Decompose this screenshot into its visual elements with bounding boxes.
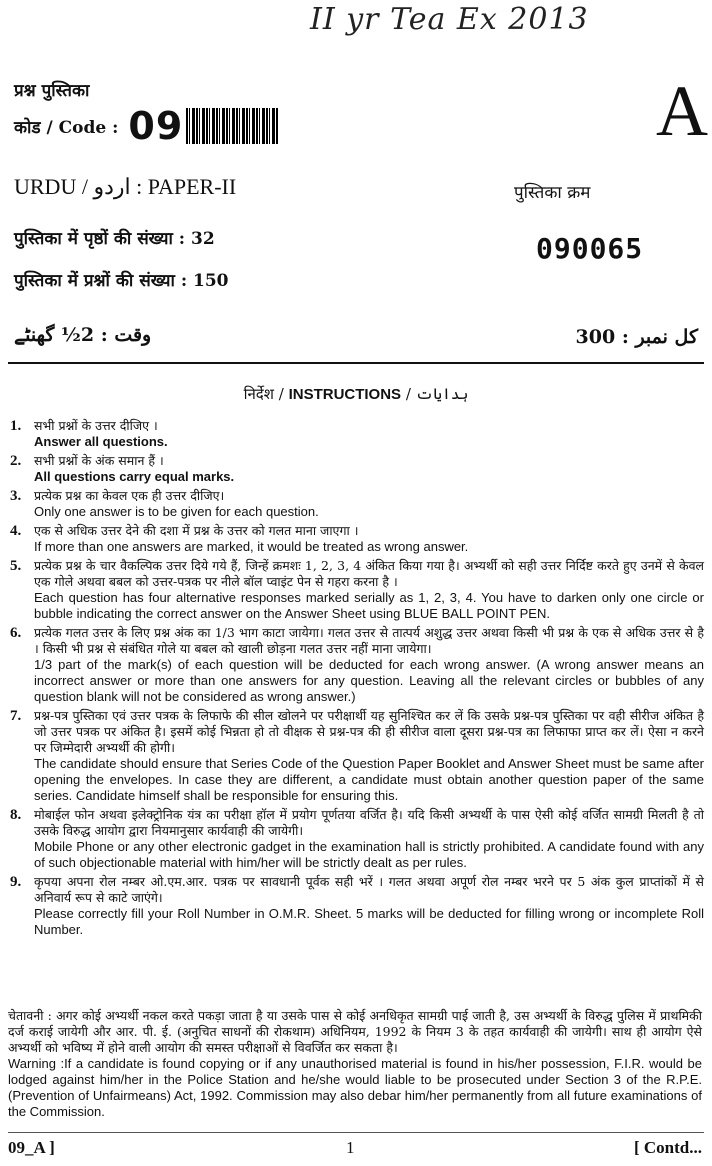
instruction-english: 1/3 part of the mark(s) of each question will be deducted for each wrong answer. (A wrong answer means an incorrect answer or more than one answers for any question. Leaving all the relevant circles or bubbles of any question blank will not be considered as wrong answer.) bbox=[34, 657, 704, 704]
instruction-english: Answer all questions. bbox=[34, 434, 168, 449]
instruction-item bbox=[10, 453, 704, 485]
code-row bbox=[14, 104, 183, 148]
instruction-hindi: प्रश्न-पत्र पुस्तिका एवं उत्तर पत्रक के लिफाफे की सील खोलने पर परीक्षार्थी यह सुनिश्चित कर लें कि उसके प्रश्न-पत्र पुस्तिका पर वही सीरीज अंकित है जो उत्तर पत्रक पर अंकित है। इसमें कोई भिन्नता हो तो वीक्षक से प्रश्न-पत्र की ही सीरीज वाला दूसरा प्रश्न-पत्र का लिफाफा प्राप्त कर लें। ऐसा न करने पर जिम्मेदारी अभ्यर्थी की होगी। bbox=[34, 708, 704, 755]
instruction-item bbox=[10, 523, 704, 555]
series-letter: A bbox=[656, 71, 708, 151]
instruction-hindi: मोबाईल फोन अथवा इलेक्ट्रोनिक यंत्र का परीक्षा हॉल में प्रयोग पूर्णतया वर्जित है। यदि किसी अभ्यर्थी के पास ऐसी कोई वर्जित सामग्री मिलती है तो उसके विरुद्ध आयोग द्वारा नियमानुसार कार्यवाही की जायेगी। bbox=[34, 807, 704, 838]
instruction-item bbox=[10, 708, 704, 804]
serial-value: 090065 bbox=[536, 232, 644, 265]
max-marks: کل نمبر : 300 bbox=[575, 326, 698, 348]
footer-divider bbox=[8, 1132, 704, 1133]
instruction-number: 8. bbox=[10, 807, 22, 823]
instruction-english: Only one answer is to be given for each question. bbox=[34, 504, 319, 519]
instruction-item bbox=[10, 625, 704, 705]
instructions-title-en: INSTRUCTIONS bbox=[288, 386, 402, 403]
code-label: कोड / Code : bbox=[14, 117, 119, 138]
instruction-item bbox=[10, 488, 704, 520]
instruction-hindi: प्रत्येक गलत उत्तर के लिए प्रश्न अंक का 1/3 भाग काटा जायेगा। गलत उत्तर से तात्पर्य अशुद्ध उत्तर अथवा किसी भी प्रश्न के एक से अधिक उत्तर से है । किसी भी प्रश्न से संबंधित गोले या बबल को खाली छोड़ना गलत उत्तर नहीं माना जायेगा। bbox=[34, 625, 704, 656]
instruction-number: 3. bbox=[10, 488, 22, 504]
page-count: पुस्तिका में पृष्ठों की संख्या : 32 bbox=[14, 229, 215, 249]
instruction-english: Each question has four alternative responses marked serially as 1, 2, 3, 4. You have to darken only one circle or bubble indicating the correct answer on the Answer Sheet using BLUE BALL POINT PEN. bbox=[34, 590, 704, 621]
instructions-list bbox=[10, 418, 704, 941]
instruction-item bbox=[10, 558, 704, 622]
subject-title: URDU / اردو : PAPER-II bbox=[14, 174, 237, 199]
instruction-english: The candidate should ensure that Series Code of the Question Paper Booklet and Answer Sheet must be same after opening the envelopes. In case they are different, a candidate must obtain another question paper of the same series. Candidate himself shall be responsible for ensuring this. bbox=[34, 756, 704, 803]
warning-block bbox=[8, 1008, 702, 1120]
instruction-hindi: प्रत्येक प्रश्न का केवल एक ही उत्तर दीजिए। bbox=[34, 488, 225, 503]
instruction-hindi: कृपया अपना रोल नम्बर ओ.एम.आर. पत्रक पर सावधानी पूर्वक सही भरें । गलत अथवा अपूर्ण रोल नम्बर भरने पर 5 अंक कुल प्राप्तांकों में से अनिवार्य रूप से काटे जाएंगे। bbox=[34, 874, 704, 905]
warning-english: Warning :If a candidate is found copying or if any unauthorised material is found in his/her possession, F.I.R. would be lodged against him/her in the Police Station and he/she would liable to be prosecuted under Section 3 of the R.P.E. (Prevention of Unfairmeans) Act, 1992. Commission may also debar him/her permanently from all future examinations of the Commission. bbox=[8, 1056, 702, 1119]
code-value: 09 bbox=[128, 104, 184, 148]
instruction-number: 9. bbox=[10, 874, 22, 890]
footer-code: 09_A ] bbox=[8, 1138, 55, 1157]
instruction-number: 1. bbox=[10, 418, 22, 434]
booklet-label: प्रश्न पुस्तिका bbox=[14, 81, 90, 101]
instruction-number: 7. bbox=[10, 708, 22, 724]
instruction-item bbox=[10, 418, 704, 450]
instruction-hindi: प्रत्येक प्रश्न के चार वैकल्पिक उत्तर दिये गये हैं, जिन्हें क्रमशः 1, 2, 3, 4 अंकित किया गया है। अभ्यर्थी को सही उत्तर निर्दिष्ट करते हुए उनमें से केवल एक गोले अथवा बबल को उत्तर-पत्रक पर नीले बॉल प्वाइंट पेन से गहरा करना है । bbox=[34, 558, 704, 589]
instruction-hindi: एक से अधिक उत्तर देने की दशा में प्रश्न के उत्तर को गलत माना जाएगा । bbox=[34, 523, 359, 538]
time-allowed: وقت : 2½ گھنٹے bbox=[14, 324, 152, 346]
page-number: 1 bbox=[346, 1138, 355, 1157]
instruction-hindi: सभी प्रश्नों के उत्तर दीजिए । bbox=[34, 418, 158, 433]
instruction-english: If more than one answers are marked, it would be treated as wrong answer. bbox=[34, 539, 469, 554]
barcode-image bbox=[186, 108, 278, 144]
instructions-title-hi: निर्देश / bbox=[243, 385, 284, 403]
continued-label: [ Contd... bbox=[633, 1138, 702, 1157]
handwritten-note: II yr Tea Ex 2013 bbox=[310, 2, 589, 37]
instruction-english: Please correctly fill your Roll Number in O.M.R. Sheet. 5 marks will be deducted for filling wrong or incomplete Roll Number. bbox=[34, 906, 704, 937]
instruction-hindi: सभी प्रश्नों के अंक समान हैं । bbox=[34, 453, 164, 468]
instruction-item bbox=[10, 874, 704, 938]
instruction-number: 2. bbox=[10, 453, 22, 469]
header-divider bbox=[8, 362, 704, 364]
instructions-title bbox=[0, 384, 712, 404]
question-count: पुस्तिका में प्रश्नों की संख्या : 150 bbox=[14, 271, 229, 291]
instruction-number: 5. bbox=[10, 558, 22, 574]
instruction-number: 6. bbox=[10, 625, 22, 641]
instruction-item bbox=[10, 807, 704, 871]
instructions-title-ur: / ہدایات bbox=[405, 385, 469, 403]
warning-hindi: चेतावनी : अगर कोई अभ्यर्थी नकल करते पकड़ा जाता है या उसके पास से कोई अनधिकृत सामग्री पाई जाती है, उस अभ्यर्थी के विरुद्ध पुलिस में प्राथमिकी दर्ज कराई जायेगी और आर. पी. ई. (अनुचित साधनों की रोकथाम) अधिनियम, 1992 के नियम 3 के तहत कार्यवाही की जायेगी। साथ ही आयोग ऐसे अभ्यर्थी को भविष्य में होने वाली आयोग की समस्त परीक्षाओं से विवर्जित कर सकता है। bbox=[8, 1008, 702, 1055]
instruction-english: All questions carry equal marks. bbox=[34, 469, 235, 484]
instruction-number: 4. bbox=[10, 523, 22, 539]
instruction-english: Mobile Phone or any other electronic gadget in the examination hall is strictly prohibited. A candidate found with any of such objectionable material with him/her will be strictly dealt as per rules. bbox=[34, 839, 704, 870]
serial-label: पुस्तिका क्रम bbox=[514, 183, 591, 203]
